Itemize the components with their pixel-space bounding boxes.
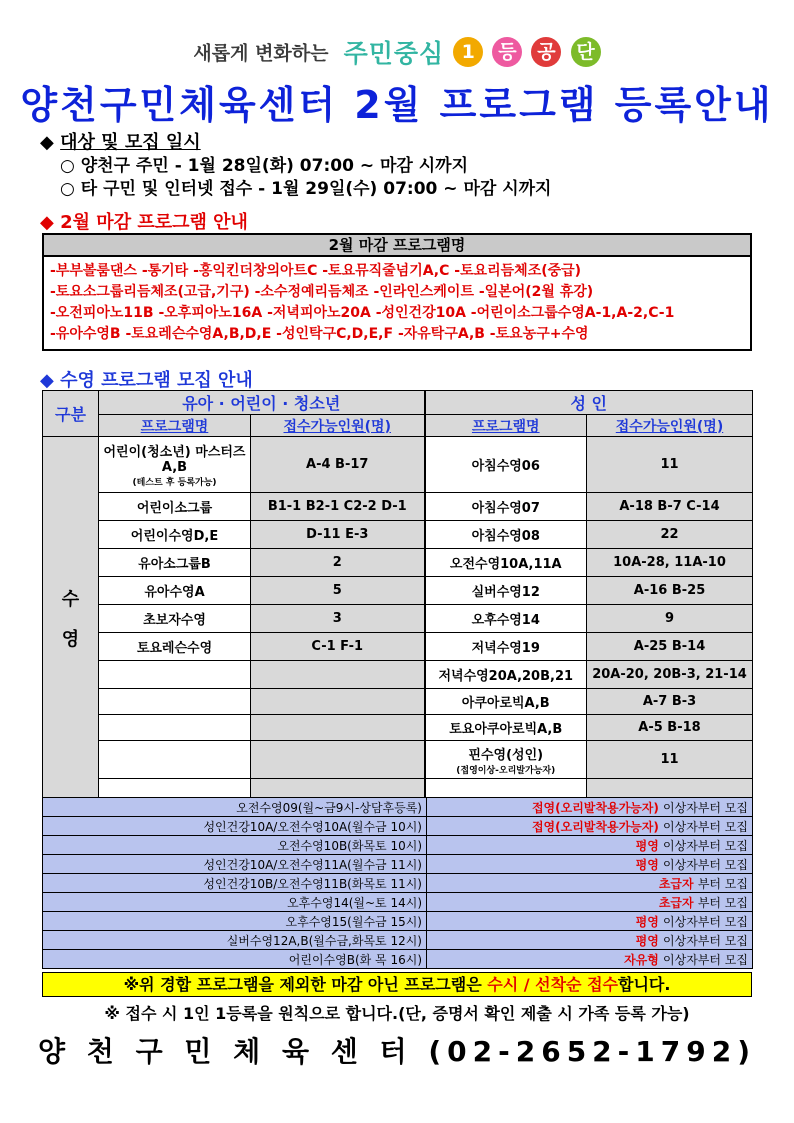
- rule-suffix: 이상자부터 모집: [663, 857, 748, 872]
- rule-row: [43, 893, 753, 912]
- youth-capacity: [251, 715, 425, 741]
- rule-level: 자유형: [624, 952, 659, 967]
- adult-program-text: 아침수영06: [471, 459, 540, 474]
- adult-capacity: [587, 577, 753, 605]
- table-row: [43, 493, 753, 521]
- youth-capacity: [251, 577, 425, 605]
- rule-level: 평영: [635, 838, 659, 853]
- adult-capacity-text: A-7 B-3: [642, 694, 697, 709]
- youth-program-text: 어린이수영D,E: [130, 529, 219, 544]
- col-adult-capacity: 접수가능인원(명): [587, 415, 753, 437]
- swim-heading: [40, 366, 253, 392]
- adult-program-text: 실버수영12: [471, 585, 540, 600]
- rule-suffix: 이상자부터 모집: [663, 952, 748, 967]
- adult-capacity: [587, 715, 753, 741]
- deadline-heading: [40, 208, 248, 234]
- rule-level: 접영(오리발착용가능자): [531, 800, 659, 815]
- rule-requirement: [427, 950, 753, 969]
- rule-row: [43, 950, 753, 969]
- youth-capacity: [251, 437, 425, 493]
- youth-program-text: 어린이소그룹: [136, 501, 213, 516]
- deadline-line: -토요소그룹리듬체조(고급,기구) -소수정예리듬체조 -인라인스케이트 -일본어(2월 휴강): [50, 284, 594, 300]
- youth-capacity: [251, 493, 425, 521]
- rule-level: 초급자: [658, 895, 694, 910]
- deadline-line: -부부볼룸댄스 -통기타 -홍익킨더창의아트C -토요뮤직줄넘기A,C -토요리듬체조(중급): [50, 263, 582, 279]
- adult-capacity-text: 20A-20, 20B-3, 21-14: [592, 667, 747, 682]
- table-row: [43, 689, 753, 715]
- adult-program-text: 아쿠아로빅A,B: [461, 696, 550, 711]
- rule-row: [43, 798, 753, 817]
- deadline-box: [42, 233, 752, 351]
- adult-program: [425, 577, 587, 605]
- schedule-item-2: ○ 타 구민 및 인터넷 접수 - 1월 29일(수) 07:00 ~ 마감 시까지: [60, 179, 552, 199]
- adult-capacity: [587, 437, 753, 493]
- rule-requirement: [427, 836, 753, 855]
- rule-suffix: 이상자부터 모집: [663, 838, 748, 853]
- adult-program-text: 저녁수영20A,20B,21: [438, 669, 574, 684]
- youth-program-note: (테스트 후 등록가능): [132, 478, 217, 488]
- youth-capacity-text: B1-1 B2-1 C2-2 D-1: [267, 499, 407, 514]
- youth-program-text: 초보자수영: [143, 613, 206, 628]
- youth-capacity: [251, 549, 425, 577]
- rule-row: [43, 855, 753, 874]
- adult-program: [425, 605, 587, 633]
- rule-row: [43, 817, 753, 836]
- rule-row: [43, 912, 753, 931]
- notice-prefix: ※위 경합 프로그램을 제외한 마감 아닌 프로그램은: [123, 975, 488, 994]
- adult-capacity: [587, 549, 753, 577]
- rule-class: 실버수영12A,B(월수금,화목토 12시): [43, 931, 427, 950]
- col-youth-capacity: 접수가능인원(명): [251, 415, 425, 437]
- rule-suffix: 이상자부터 모집: [663, 800, 748, 815]
- youth-program: [99, 661, 251, 689]
- adult-capacity-text: 11: [660, 752, 679, 767]
- youth-capacity: [251, 605, 425, 633]
- adult-capacity-text: 22: [660, 527, 679, 542]
- youth-capacity: [251, 661, 425, 689]
- adult-capacity: [587, 521, 753, 549]
- category-char: 영: [61, 628, 80, 650]
- rule-class: 오전수영09(월~금9시-상담후등록): [43, 798, 427, 817]
- table-subheader-row: [43, 415, 753, 437]
- col-youth-name: 프로그램명: [99, 415, 251, 437]
- adult-capacity-text: 11: [660, 457, 679, 472]
- youth-capacity-text: D-11 E-3: [306, 527, 369, 542]
- diamond-bullet-icon: ◆: [40, 132, 54, 153]
- rule-level: 평영: [635, 914, 659, 929]
- schedule-heading-text: 대상 및 모집 일시: [60, 132, 201, 153]
- notice-emph: 수시 / 선착순 접수: [487, 975, 618, 994]
- rule-level: 평영: [635, 857, 659, 872]
- table-row: [43, 741, 753, 779]
- deadline-box-title: 2월 마감 프로그램명: [44, 235, 750, 257]
- rule-level: 평영: [635, 933, 659, 948]
- adult-program-text: 오후수영14: [471, 613, 540, 628]
- youth-capacity-text: A-4 B-17: [306, 457, 369, 472]
- adult-program-text: 토요아쿠아로빅A,B: [449, 722, 563, 737]
- slogan: [0, 34, 794, 68]
- youth-capacity: [251, 689, 425, 715]
- rule-class: 어린이수영B(화 목 16시): [43, 950, 427, 969]
- youth-capacity-text: 2: [332, 555, 342, 570]
- table-header-row: [43, 391, 753, 415]
- youth-program-text: 어린이(청소년) 마스터즈A,B: [103, 445, 246, 475]
- rule-class: 오후수영15(월수금 15시): [43, 912, 427, 931]
- rule-row: [43, 836, 753, 855]
- adult-program: [425, 715, 587, 741]
- table-row: [43, 437, 753, 493]
- adult-capacity-text: A-25 B-14: [633, 639, 706, 654]
- adult-program: [425, 741, 587, 779]
- swim-table: [42, 390, 753, 803]
- category-char: 수: [61, 588, 80, 610]
- rule-suffix: 부터 모집: [697, 895, 748, 910]
- youth-program: [99, 437, 251, 493]
- adult-program: [425, 689, 587, 715]
- adult-program-text: 저녁수영19: [471, 641, 540, 656]
- adult-program: [425, 437, 587, 493]
- footer-contact: 양 천 구 민 체 육 센 터 (02-2652-1792): [37, 1035, 757, 1068]
- category-cell: [43, 437, 99, 803]
- adult-capacity: [587, 689, 753, 715]
- adult-capacity: [587, 741, 753, 779]
- rule-suffix: 이상자부터 모집: [663, 933, 748, 948]
- youth-program: [99, 715, 251, 741]
- rule-class: 성인건강10A/오전수영10A(월수금 10시): [43, 817, 427, 836]
- rule-level: 접영(오리발착용가능자): [531, 819, 659, 834]
- rule-suffix: 이상자부터 모집: [663, 914, 748, 929]
- adult-program-text: 아침수영08: [471, 529, 540, 544]
- rule-class: 오전수영10B(화목토 10시): [43, 836, 427, 855]
- rule-level: 초급자: [658, 876, 694, 891]
- youth-program: [99, 493, 251, 521]
- registration-note: ※ 접수 시 1인 1등록을 원칙으로 합니다.(단, 증명서 확인 제출 시 가족 등록 가능): [104, 1004, 690, 1023]
- youth-program: [99, 549, 251, 577]
- rule-suffix: 부터 모집: [697, 876, 748, 891]
- adult-program-note: (접영이상-오리발가능자): [456, 765, 556, 776]
- adult-program-text: 아침수영07: [471, 501, 540, 516]
- rule-class: 오후수영14(월~토 14시): [43, 893, 427, 912]
- youth-program: [99, 521, 251, 549]
- group-adult: 성 인: [425, 391, 753, 415]
- adult-capacity: [587, 661, 753, 689]
- col-adult-name: 프로그램명: [425, 415, 587, 437]
- rule-class: 성인건강10A/오전수영11A(월수금 11시): [43, 855, 427, 874]
- slogan-dot-1: 1: [453, 37, 483, 67]
- youth-capacity: [251, 633, 425, 661]
- slogan-dot-3: 공: [531, 37, 561, 67]
- group-youth: 유아 · 어린이 · 청소년: [99, 391, 425, 415]
- swim-heading-text: 수영 프로그램 모집 안내: [60, 370, 253, 391]
- youth-capacity: [251, 521, 425, 549]
- adult-capacity-text: A-5 B-18: [638, 720, 701, 735]
- adult-capacity-text: 9: [664, 611, 675, 626]
- rule-suffix: 이상자부터 모집: [663, 819, 748, 834]
- adult-program-text: 오전수영10A,11A: [449, 557, 562, 572]
- schedule-item-1: ○ 양천구 주민 - 1월 28일(화) 07:00 ~ 마감 시까지: [60, 156, 469, 176]
- adult-program: [425, 493, 587, 521]
- adult-capacity: [587, 493, 753, 521]
- rule-requirement: [427, 798, 753, 817]
- adult-program: [425, 549, 587, 577]
- deadline-list: [44, 257, 750, 345]
- youth-capacity: [251, 741, 425, 779]
- table-row: [43, 715, 753, 741]
- rules-table: [42, 797, 753, 969]
- table-row: [43, 605, 753, 633]
- adult-capacity-text: A-18 B-7 C-14: [619, 499, 720, 514]
- notice-suffix: 합니다.: [617, 975, 671, 994]
- adult-capacity-text: A-16 B-25: [633, 583, 706, 598]
- rule-requirement: [427, 855, 753, 874]
- rule-requirement: [427, 931, 753, 950]
- table-row: [43, 521, 753, 549]
- youth-program: [99, 689, 251, 715]
- rule-class: 성인건강10B/오전수영11B(화목토 11시): [43, 874, 427, 893]
- adult-program: [425, 661, 587, 689]
- rule-requirement: [427, 874, 753, 893]
- table-row: [43, 633, 753, 661]
- table-row: [43, 661, 753, 689]
- rule-requirement: [427, 912, 753, 931]
- youth-capacity-text: 5: [332, 583, 342, 598]
- notice-bar: [42, 972, 752, 997]
- deadline-heading-text: 2월 마감 프로그램 안내: [60, 212, 248, 233]
- youth-program: [99, 741, 251, 779]
- youth-program-text: 토요레슨수영: [136, 641, 213, 656]
- slogan-dot-4: 단: [571, 37, 601, 67]
- youth-program: [99, 577, 251, 605]
- youth-capacity-text: 3: [332, 611, 342, 626]
- diamond-bullet-icon: ◆: [40, 370, 54, 391]
- rule-requirement: [427, 817, 753, 836]
- slogan-focus: 주민중심: [343, 39, 445, 68]
- rule-requirement: [427, 893, 753, 912]
- adult-program-text: 핀수영(성인): [468, 747, 544, 763]
- page-title: 양천구민체육센터 2월 프로그램 등록안내: [20, 83, 774, 127]
- rule-row: [43, 874, 753, 893]
- col-gubun: 구분: [43, 391, 99, 437]
- table-row: [43, 549, 753, 577]
- table-row: [43, 577, 753, 605]
- slogan-dot-2: 등: [492, 37, 522, 67]
- youth-program-text: 유아수영A: [144, 585, 205, 600]
- adult-program: [425, 521, 587, 549]
- youth-program-text: 유아소그룹B: [138, 557, 211, 572]
- youth-capacity-text: C-1 F-1: [311, 639, 364, 654]
- diamond-bullet-icon: ◆: [40, 212, 54, 233]
- adult-capacity: [587, 605, 753, 633]
- deadline-line: -오전피아노11B -오후피아노16A -저녁피아노20A -성인건강10A -어린이소그룹수영A-1,A-2,C-1: [50, 305, 675, 321]
- deadline-line: -유아수영B -토요레슨수영A,B,D,E -성인탁구C,D,E,F -자유탁구A,B -토요농구+수영: [50, 326, 589, 342]
- slogan-lead: 새롭게 변화하는: [193, 42, 329, 65]
- youth-program: [99, 605, 251, 633]
- adult-capacity-text: 10A-28, 11A-10: [613, 555, 726, 570]
- rule-row: [43, 931, 753, 950]
- youth-program: [99, 633, 251, 661]
- adult-program: [425, 633, 587, 661]
- adult-capacity: [587, 633, 753, 661]
